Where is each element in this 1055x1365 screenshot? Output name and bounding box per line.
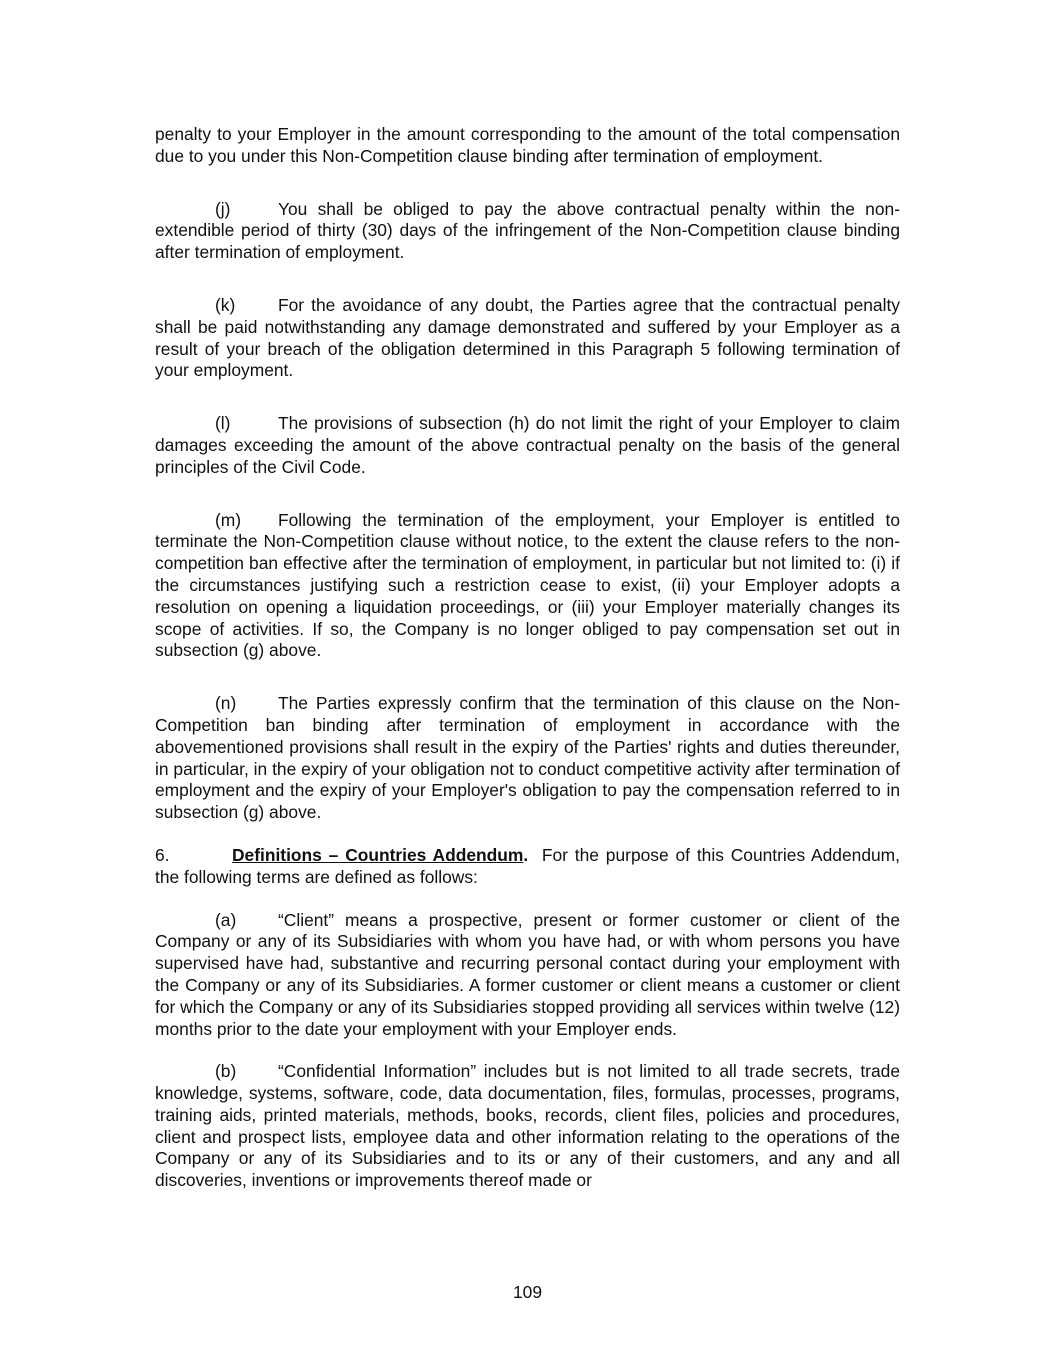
section-title: Definitions – Countries Addendum [232,844,524,865]
paragraph-j [155,199,900,264]
paragraph-b [155,1061,900,1192]
paragraph-text: For the avoidance of any doubt, the Parties agree that the contractual penalty shall be paid notwithstanding any damage demonstrated and suffered by your Employer as a result of your breach of the obligation determined in this Paragraph 5 following termination of your employment. [155,294,900,381]
paragraph-l [155,413,900,478]
item-label: (n) [215,693,237,714]
paragraph-text: The provisions of subsection (h) do not limit the right of your Employer to claim damages exceeding the amount of the above contractual penalty on the basis of the general principles of the Civil Code. [155,413,900,477]
paragraph-text: For the purpose of this Countries Addendum, the following terms are defined as follows: [155,844,900,887]
paragraph-k [155,295,900,382]
section-title-period: . [523,844,529,865]
paragraph-text: “Client” means a prospective, present or former customer or client of the Company or any of its Subsidiaries with whom you have had, or with whom persons you have supervised have had, substantive and recurring personal contact during your employment with the Company or any of its Subsidiaries. A former customer or client means a customer or client for which the Company or any of its Subsidiaries stopped providing all services within twelve (12) months prior to the date your employment with your Employer ends. [155,909,900,1039]
item-label: (a) [215,909,237,930]
paragraph-text: The Parties expressly confirm that the termination of this clause on the Non-Competition ban binding after termination of employment in accordance with the abovementioned provisions shall result in the expiry of the Parties' rights and duties thereunder, in particular, in the expiry of your obligation not to conduct competitive activity after termination of employment and the expiry of your Employer's obligation to pay the compensation referred to in subsection (g) above. [155,693,900,823]
section-6 [155,845,900,889]
paragraph-text: penalty to your Employer in the amount corresponding to the amount of the total compensation due to you under this Non-Competition clause binding after termination of employment. [155,124,900,166]
section-number: 6. [155,844,170,865]
paragraph-text: Following the termination of the employment, your Employer is entitled to terminate the Non-Competition clause without notice, to the extent the clause refers to the non-competition ban effective after the termination of employment, in particular but not limited to: (i) if the circumstances justifying such a restriction cease to exist, (ii) your Employer adopts a resolution on opening a liquidation proceedings, or (iii) your Employer materially changes its scope of activities. If so, the Company is no longer obliged to pay compensation set out in subsection (g) above. [155,509,900,661]
item-label: (k) [215,294,236,315]
document-page [155,124,900,1192]
item-label: (j) [215,198,231,219]
page-number: 109 [512,1282,542,1302]
item-label: (l) [215,413,231,434]
paragraph-continuation [155,124,900,168]
paragraph-text: You shall be obliged to pay the above contractual penalty within the non-extendible period of thirty (30) days of the infringement of the Non-Competition clause binding after termination of employment. [155,198,900,263]
paragraph-text: “Confidential Information” includes but is not limited to all trade secrets, trade knowledge, systems, software, code, data documentation, files, formulas, processes, programs, training aids, printed materials, methods, books, records, client files, policies and procedures, client and prospect lists, employee data and other information relating to the operations of the Company or any of its Subsidiaries and to its or any of their customers, and any and all discoveries, inventions or improvements thereof made or [155,1061,900,1191]
paragraph-a [155,910,900,1041]
item-label: (m) [215,509,242,530]
paragraph-n [155,693,900,824]
item-label: (b) [215,1061,237,1082]
paragraph-m [155,510,900,663]
